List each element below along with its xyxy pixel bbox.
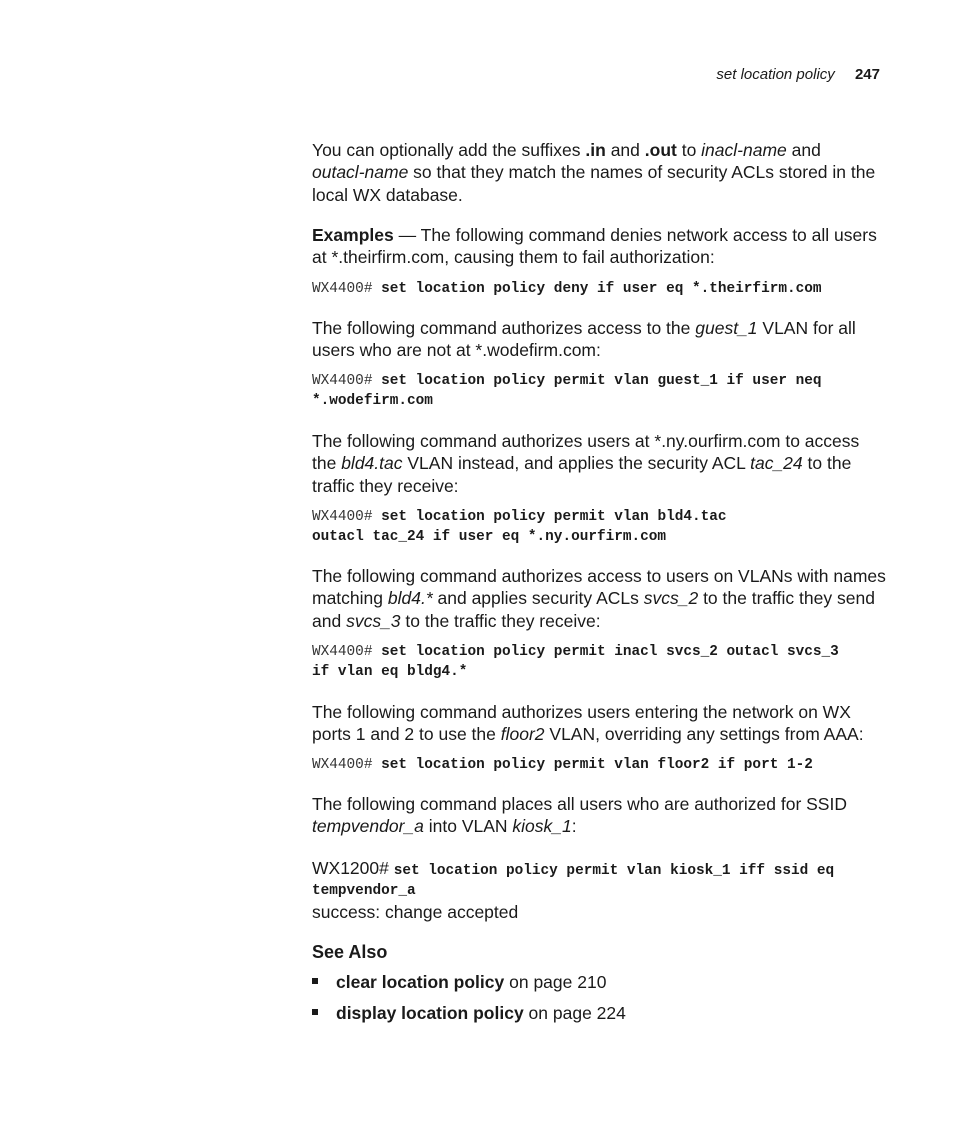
text: at *.theirfirm.com, causing them to fail authorization: xyxy=(312,247,715,268)
cli-command-cont: tempvendor_a xyxy=(312,883,416,899)
paragraph-5 xyxy=(312,701,864,746)
suffix-out: .out xyxy=(644,140,677,160)
vlan-pattern-term: bld4.* xyxy=(387,588,433,609)
text: You can optionally add the suffixes xyxy=(312,140,586,160)
text: The following command authorizes users entering the network on WX xyxy=(312,702,851,722)
section-title: set location policy xyxy=(716,66,835,83)
vlan-term: guest_1 xyxy=(695,318,758,338)
text: traffic they receive: xyxy=(312,475,459,496)
text: — The following command denies network access to all users xyxy=(393,225,877,245)
acl-term: tac_24 xyxy=(750,453,803,474)
code-example-4 xyxy=(312,642,839,682)
cli-command: set location policy deny if user eq *.theirfirm.com xyxy=(381,281,822,297)
page-reference: on page 210 xyxy=(504,972,607,992)
acl-term: svcs_3 xyxy=(346,610,401,631)
text: The following command authorizes users at *.ny.ourfirm.com to access xyxy=(312,431,860,451)
text: matching xyxy=(312,588,388,609)
cli-command: set location policy permit inacl svcs_2 outacl svcs_3 xyxy=(381,644,839,660)
suffix-in: .in xyxy=(585,140,606,160)
text: users who are not at *.wodefirm.com: xyxy=(312,340,601,361)
paragraph-6 xyxy=(312,793,847,838)
cli-prompt: WX4400# xyxy=(312,757,382,773)
cli-prompt: WX4400# xyxy=(312,644,382,660)
paragraph-4 xyxy=(312,565,886,632)
text: and applies security ACLs xyxy=(432,588,644,609)
inacl-name-term: inacl-name xyxy=(701,140,787,160)
text: The following command authorizes access to users on VLANs with names xyxy=(312,566,886,586)
ssid-term: tempvendor_a xyxy=(312,816,424,837)
text: The following command authorizes access to the xyxy=(312,318,696,338)
cli-command-cont: if vlan eq bldg4.* xyxy=(312,664,468,680)
code-example-3 xyxy=(312,507,727,547)
text: to the xyxy=(802,453,852,474)
cli-prompt: WX1200# xyxy=(312,858,394,878)
text: to the traffic they send xyxy=(698,588,875,609)
cli-command: set location policy permit vlan floor2 if port 1-2 xyxy=(381,757,813,773)
cli-command-cont: *.wodefirm.com xyxy=(312,393,433,409)
vlan-term: bld4.tac xyxy=(341,453,403,474)
see-also-heading: See Also xyxy=(312,942,388,962)
text: so that they match the names of security ACLs stored in the xyxy=(408,162,876,183)
cli-command: set location policy permit vlan kiosk_1 iff ssid eq xyxy=(393,863,835,879)
code-example-2 xyxy=(312,371,822,411)
bullet-icon xyxy=(312,1009,318,1015)
code-example-6 xyxy=(312,858,834,901)
text: VLAN for all xyxy=(757,318,856,338)
examples-paragraph xyxy=(312,224,877,269)
see-also-link[interactable]: clear location policy xyxy=(336,972,505,992)
text: VLAN instead, and applies the security ACL xyxy=(402,453,751,474)
page-reference: on page 224 xyxy=(523,1003,626,1023)
see-also-item xyxy=(312,1003,626,1024)
text: and xyxy=(786,140,821,160)
text: and xyxy=(605,140,645,160)
acl-term: svcs_2 xyxy=(643,588,699,609)
text: : xyxy=(571,816,577,837)
text: and xyxy=(312,610,347,631)
see-also-item xyxy=(312,972,606,993)
code-example-5 xyxy=(312,755,813,775)
paragraph-3 xyxy=(312,430,859,497)
examples-heading: Examples xyxy=(312,225,394,245)
code-example-1 xyxy=(312,279,822,299)
text: VLAN, overriding any settings from AAA: xyxy=(544,724,864,745)
see-also-link[interactable]: display location policy xyxy=(336,1003,524,1023)
page-number: 247 xyxy=(854,66,880,83)
text: ports 1 and 2 to use the xyxy=(312,724,501,745)
vlan-term: floor2 xyxy=(500,724,545,745)
cli-command: set location policy permit vlan guest_1 if user neq xyxy=(381,373,822,389)
cli-command-cont: outacl tac_24 if user eq *.ny.ourfirm.com xyxy=(312,529,667,545)
text: the xyxy=(312,453,342,474)
vlan-term: kiosk_1 xyxy=(512,816,572,837)
cli-prompt: WX4400# xyxy=(312,373,382,389)
cli-prompt: WX4400# xyxy=(312,509,382,525)
paragraph-2 xyxy=(312,317,856,362)
text: to the traffic they receive: xyxy=(400,610,601,631)
cli-output: success: change accepted xyxy=(312,902,519,922)
text: The following command places all users who are authorized for SSID xyxy=(312,794,847,814)
text: to xyxy=(676,140,702,160)
text: local WX database. xyxy=(312,184,463,205)
intro-paragraph xyxy=(312,139,875,206)
bullet-icon xyxy=(312,978,318,984)
text: into VLAN xyxy=(423,816,513,837)
page-header xyxy=(716,66,880,83)
cli-command: set location policy permit vlan bld4.tac xyxy=(381,509,727,525)
outacl-name-term: outacl-name xyxy=(312,162,409,183)
cli-prompt: WX4400# xyxy=(312,281,382,297)
